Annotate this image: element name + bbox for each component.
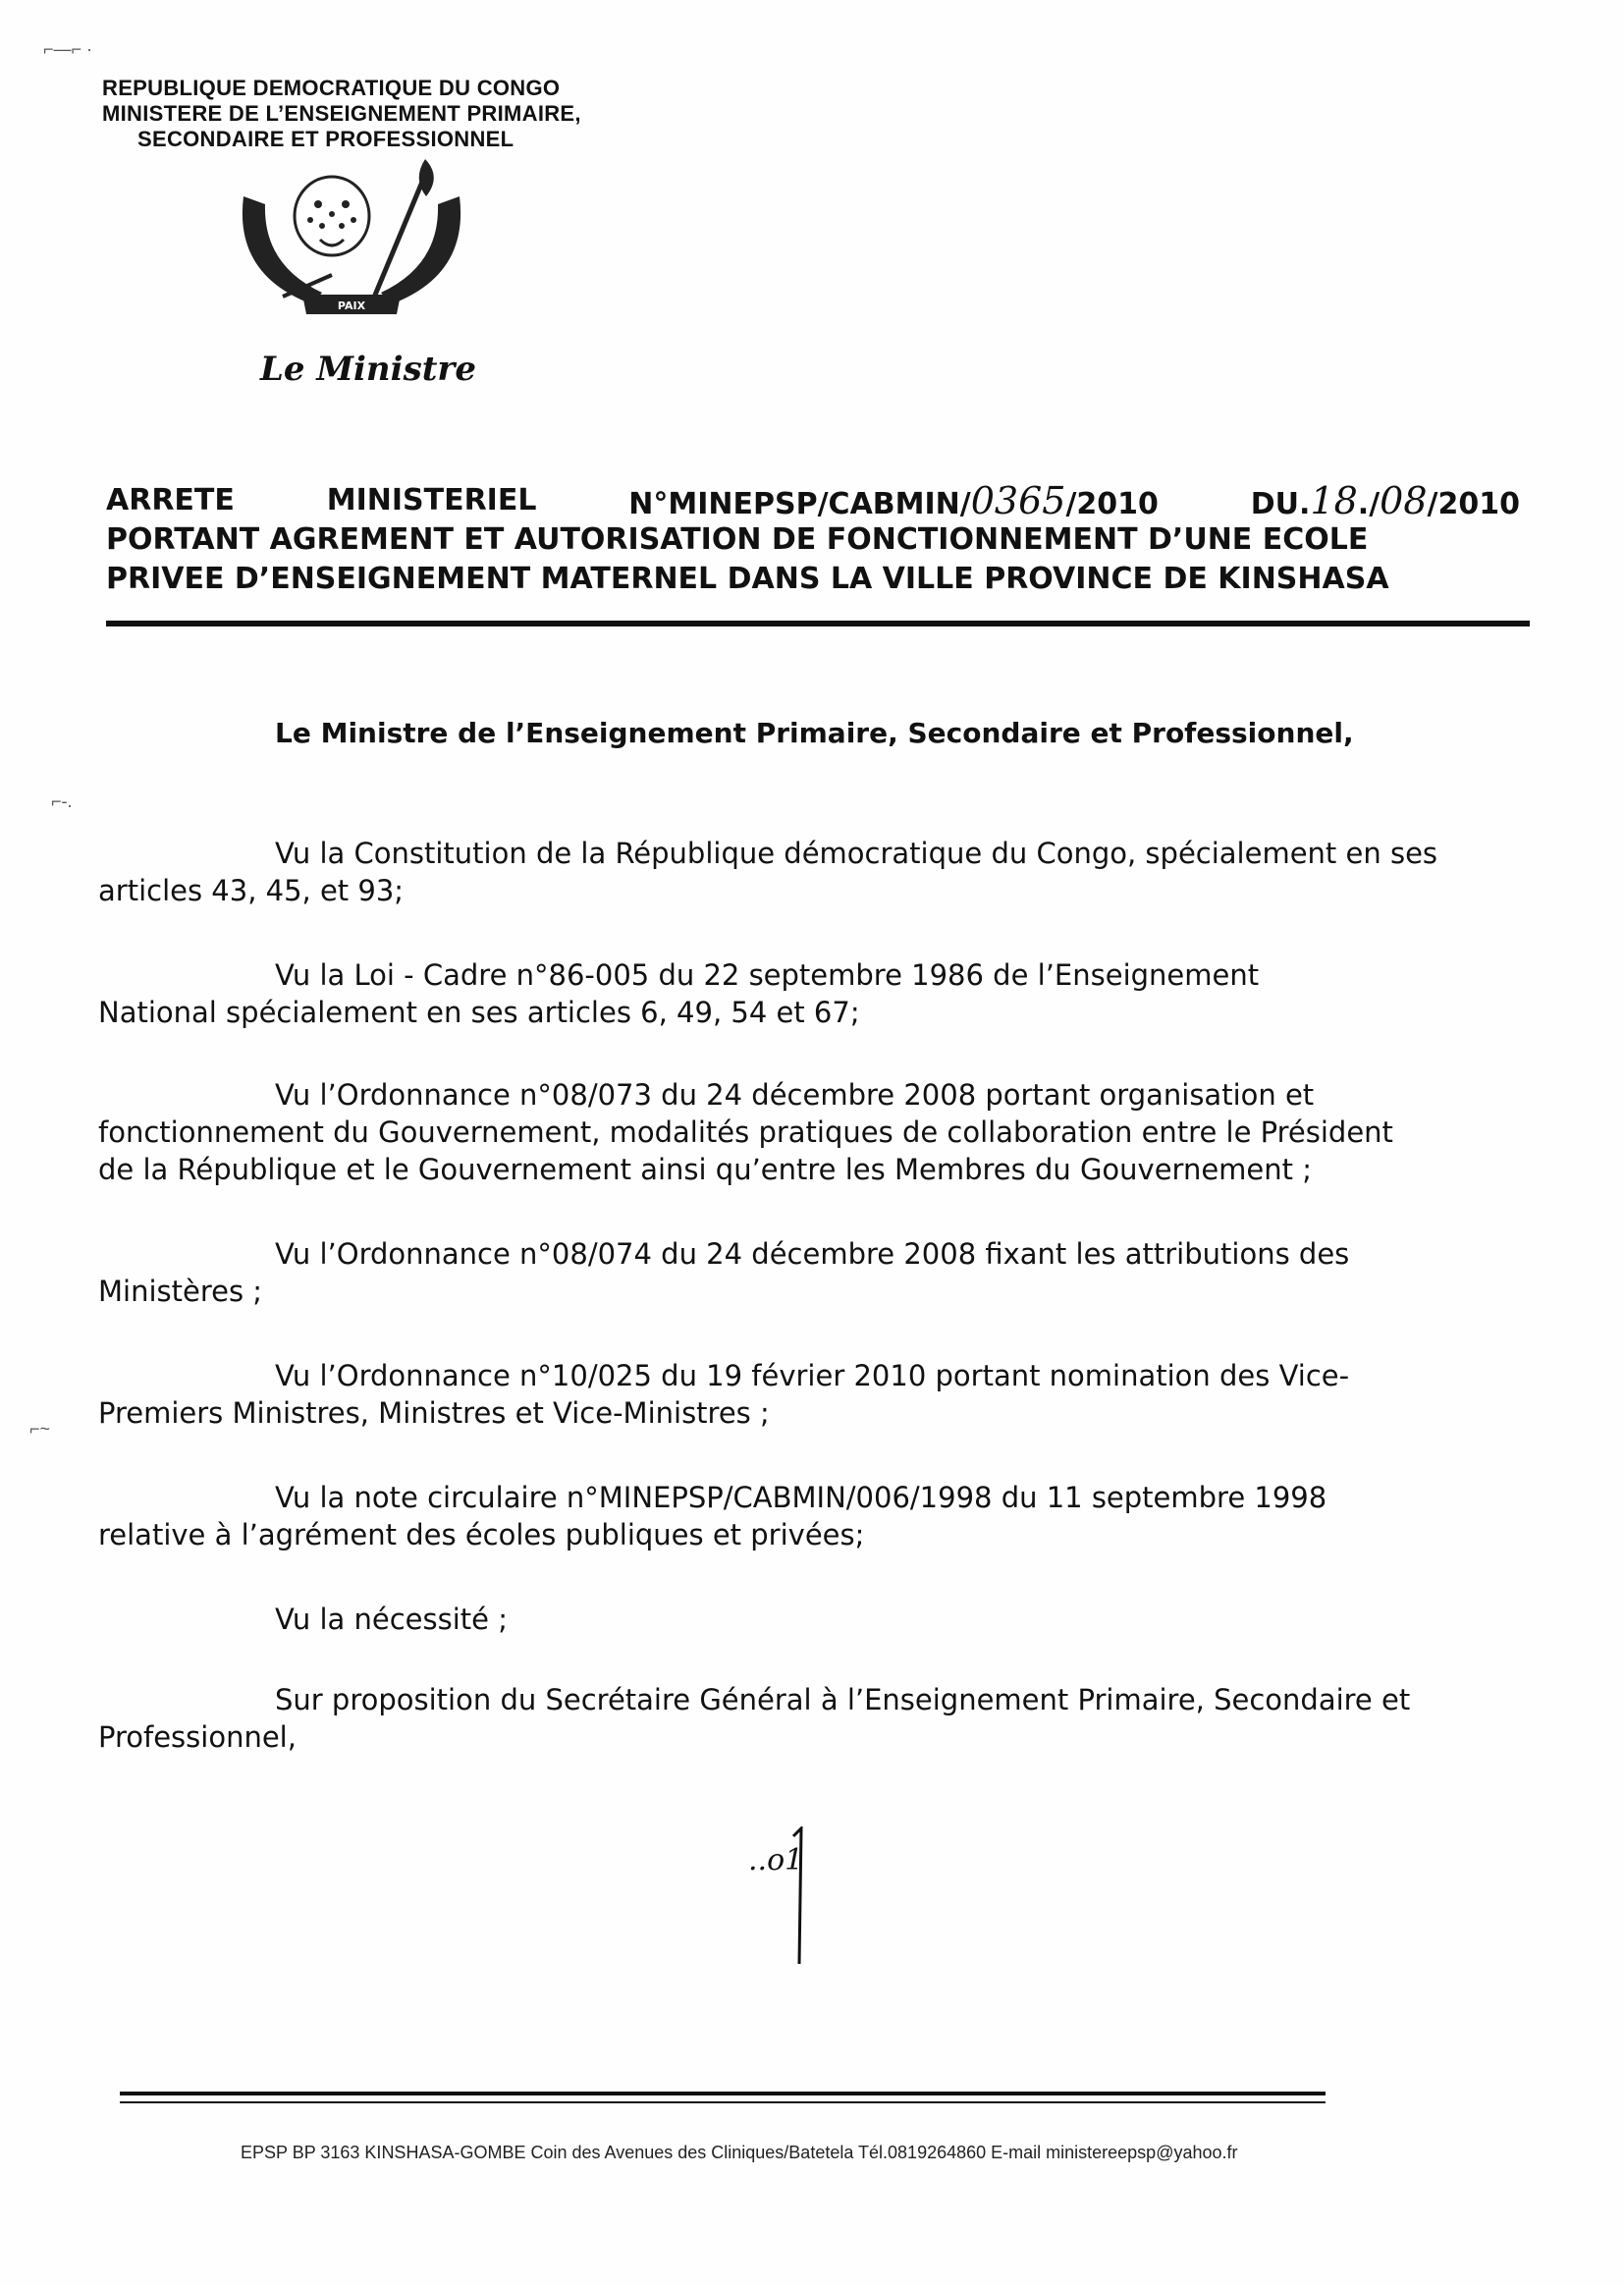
date-day-handwritten: 18 (1310, 479, 1358, 522)
scan-mark-left-2: ⌐~ (29, 1419, 51, 1439)
para-line: Vu l’Ordonnance n°10/025 du 19 février 2010 portant nomination des Vice- (275, 1359, 1350, 1392)
date-prefix: DU. (1250, 487, 1311, 521)
page-number-handwritten (746, 1826, 835, 1984)
ref-prefix: N°MINEPSP/CABMIN/ (628, 487, 971, 521)
minister-intro: Le Ministre de l’Enseignement Primaire, Secondaire et Professionnel, (275, 717, 1354, 749)
para-line: Vu l’Ordonnance n°08/074 du 24 décembre 2008 fixant les attributions des (275, 1237, 1350, 1271)
footer-rule (120, 2092, 1326, 2095)
ref-number-handwritten: 0365 (970, 479, 1066, 522)
para-line: Vu la Loi - Cadre n°86-005 du 22 septembre 1986 de l’Enseignement (275, 958, 1260, 992)
decree-date (1251, 481, 1520, 524)
para-line: Vu la nécessité ; (275, 1603, 508, 1636)
para-line: articles 43, 45, et 93; (98, 874, 405, 907)
para-line: Premiers Ministres, Ministres et Vice-Ministres ; (98, 1396, 770, 1430)
ref-year: /2010 (1065, 487, 1159, 521)
visa-paragraph (98, 1479, 1473, 1553)
visa-paragraph (98, 1076, 1473, 1188)
para-line: Sur proposition du Secrétaire Général à l’Enseignement Primaire, Secondaire et (275, 1683, 1411, 1716)
date-separator: ./ (1357, 487, 1380, 521)
visa-paragraph (98, 1235, 1473, 1310)
para-line: Ministères ; (98, 1275, 263, 1308)
visa-paragraph (98, 1601, 1473, 1638)
scan-mark-left-1: ⌐-. (51, 791, 73, 811)
decree-reference (628, 481, 1159, 524)
header-ministry: MINISTERE DE L’ENSEIGNEMENT PRIMAIRE, (102, 101, 581, 126)
visa-paragraph (98, 956, 1473, 1031)
para-line: Vu la Constitution de la République démocratique du Congo, spécialement en ses (275, 837, 1438, 870)
decree-title-line3: PRIVEE D’ENSEIGNEMENT MATERNEL DANS LA VILLE PROVINCE DE KINSHASA (106, 562, 1389, 596)
title-rule (106, 621, 1530, 626)
coat-of-arms-icon (224, 157, 479, 329)
para-line: Vu la note circulaire n°MINEPSP/CABMIN/006/1998 du 11 septembre 1998 (275, 1481, 1327, 1514)
date-month-handwritten: 08 (1380, 479, 1428, 522)
para-line: Professionnel, (98, 1720, 297, 1754)
visa-paragraph (98, 835, 1473, 909)
para-line: fonctionnement du Gouvernement, modalités pratiques de collaboration entre le Président (98, 1115, 1393, 1149)
visa-paragraph (98, 1357, 1473, 1432)
para-line: de la République et le Gouvernement ainsi qu’entre les Membres du Gouvernement ; (98, 1153, 1313, 1186)
svg-text:PAIX: PAIX (337, 299, 366, 312)
footer-address: EPSP BP 3163 KINSHASA-GOMBE Coin des Avenues des Cliniques/Batetela Tél.0819264860 E-mail ministereepsp@yahoo.fr (241, 2143, 1238, 2162)
signature-title: Le Ministre (260, 350, 476, 389)
page-mark-text: ..o1 (748, 1843, 804, 1877)
decree-title-line1 (106, 481, 1520, 524)
title-word-ministeriel: MINISTERIEL (326, 483, 537, 517)
para-line: Vu l’Ordonnance n°08/073 du 24 décembre 2008 portant organisation et (275, 1078, 1315, 1112)
date-year: /2010 (1427, 487, 1520, 521)
para-line: relative à l’agrément des écoles publiques et privées; (98, 1518, 865, 1551)
decree-title-line2: PORTANT AGREMENT ET AUTORISATION DE FONCTIONNEMENT D’UNE ECOLE (106, 522, 1369, 557)
scan-mark-top: ⌐—⌐ · (43, 39, 93, 59)
header-republic: REPUBLIQUE DEMOCRATIQUE DU CONGO (102, 76, 561, 100)
para-line: National spécialement en ses articles 6, 49, 54 et 67; (98, 996, 860, 1029)
header-ministry-cont: SECONDAIRE ET PROFESSIONNEL (137, 127, 514, 151)
proposal-paragraph (98, 1681, 1473, 1756)
footer-rule-thin (120, 2101, 1326, 2103)
title-word-arrete: ARRETE (106, 483, 235, 517)
